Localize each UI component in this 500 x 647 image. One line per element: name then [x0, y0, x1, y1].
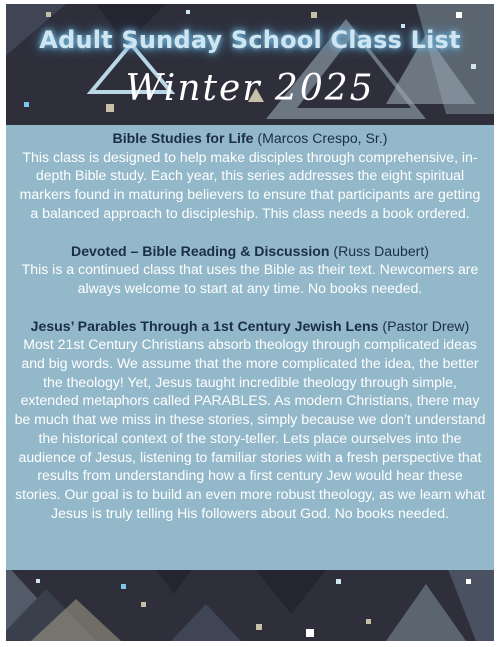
class-entry: [14, 317, 486, 523]
class-entry: [14, 129, 486, 223]
class-description: This is a continued class that uses the Bible as their text. Newcomers are always welcome to start at any time. No books needed.: [21, 261, 479, 296]
flyer-page: [6, 4, 494, 641]
class-name: Devoted – Bible Reading & Discussion: [71, 242, 330, 259]
class-name: Bible Studies for Life: [112, 130, 254, 146]
class-description: This class is designed to help make disciples through comprehensive, in-depth Bible study. Each year, this series addresses the eight spiritual markers found in maturing believers to ensure that participants are getting a balanced approach to discipleship. This class needs a book ordered.: [19, 148, 481, 221]
class-description: Most 21st Century Christians absorb theology through complicated ideas and big words. We assume that the more complicated the idea, the better the theology! Yet, Jesus taught incredible theology through simple, extended metaphors called PARABLES. As modern Christians, there may be much that we miss in these stories, simply because we don’t understand the historical context of the story-teller. Lets place ourselves into the audience of Jesus, listening to familiar stories with a fresh perspective that results from understanding how a first century Jew would hear these stories. Our goal is to build an even more robust theology, as we learn what Jesus is truly telling His followers about God. No books needed.: [14, 336, 486, 521]
class-entry: [14, 242, 486, 298]
class-list-panel: [6, 125, 494, 570]
season-subtitle: Winter 2025: [125, 68, 375, 109]
class-name: Jesus’ Parables Through a 1st Century Jewish Lens: [30, 317, 379, 334]
class-instructor: (Marcos Crespo, Sr.): [257, 130, 388, 146]
class-instructor: (Pastor Drew): [382, 317, 470, 334]
page-title: Adult Sunday School Class List: [39, 26, 461, 54]
class-instructor: (Russ Daubert): [333, 242, 429, 259]
